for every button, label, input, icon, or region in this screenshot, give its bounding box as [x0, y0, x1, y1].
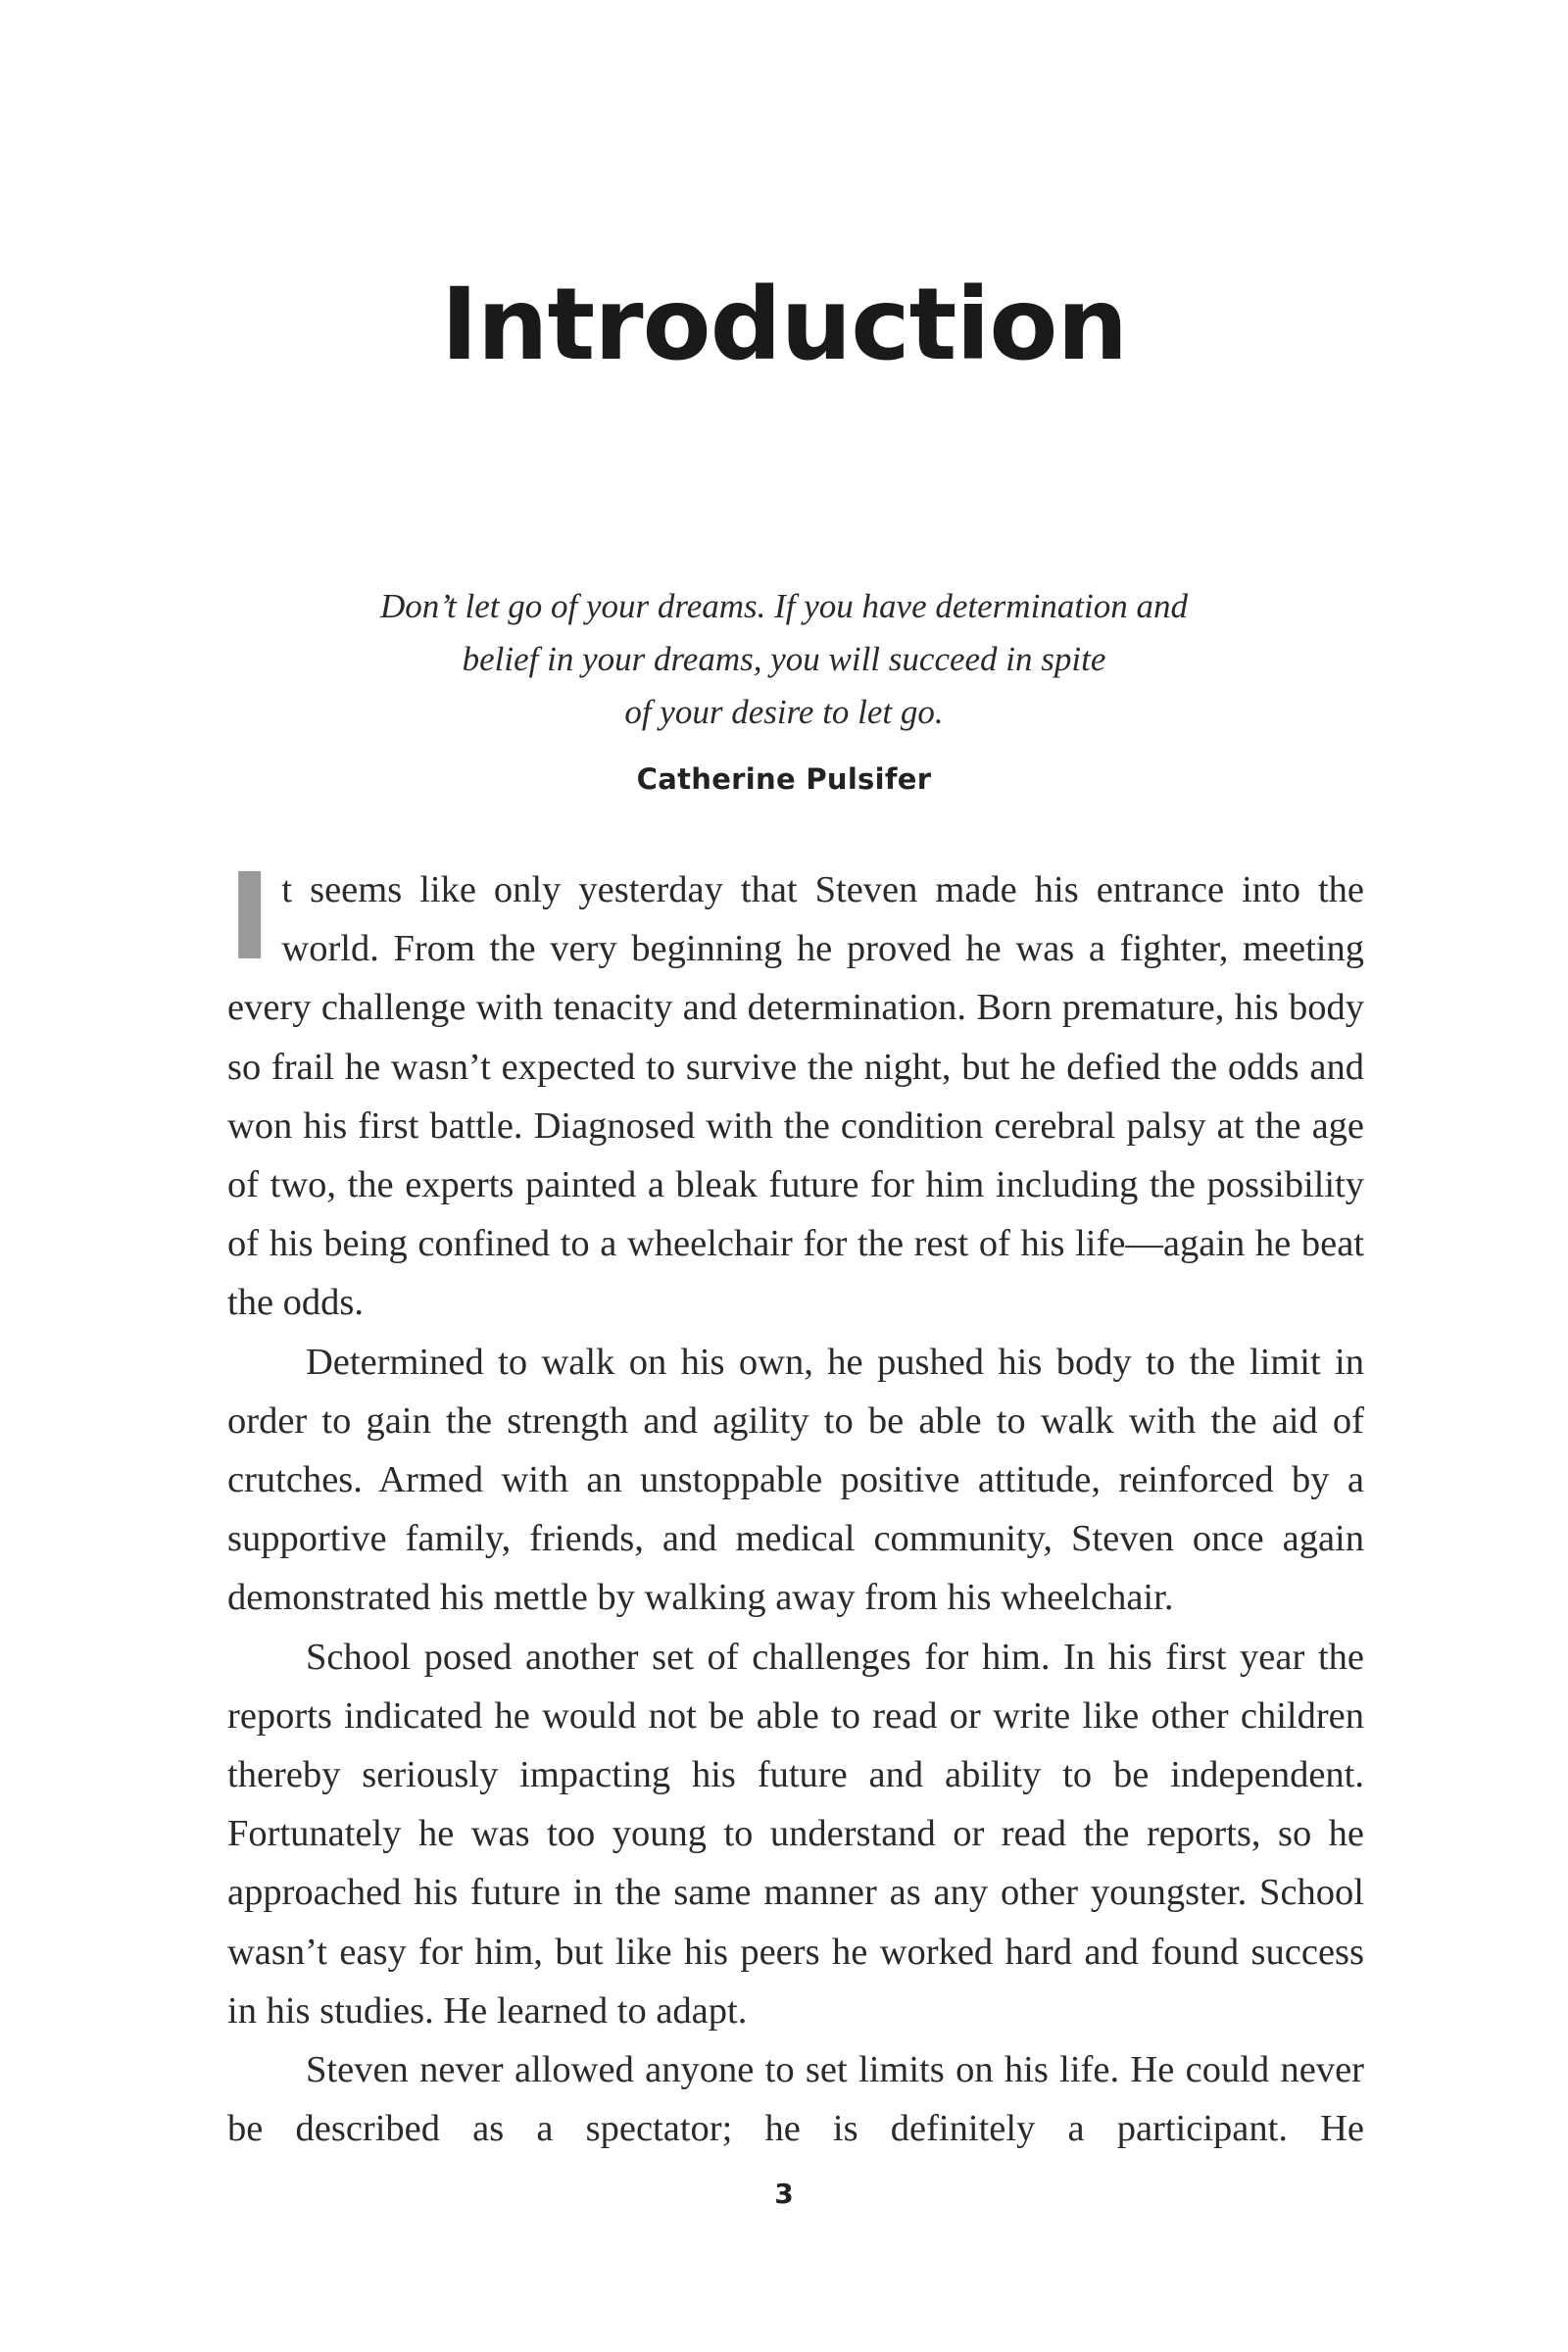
paragraph: Determined to walk on his own, he pushed his body to the limit in order to gain the strength and agility to be able to walk with the aid of crutches. Armed with an unstoppable positive attitude, reinforced by a supportive family, friends, and medical community, Steven once again demonstrated his mettle by walking away from his wheelchair.: [227, 1341, 1364, 1619]
drop-cap: I: [227, 848, 272, 987]
paragraph: School posed another set of challenges for him. In his first year the reports indicated he would not be able to read or write like other children thereby seriously impacting his future and ability to be independent. Fortunately he was too young to understand or read the reports, so he approached his future in the same manner as any other youngster. School wasn’t easy for him, but like his peers he worked hard and found success in his studies. He learned to adapt.: [227, 1636, 1364, 2032]
epigraph: [323, 580, 1245, 796]
paragraph: Steven never allowed anyone to set limits on his life. He could never be described as a spectator; he is definitely a participant. He: [227, 2049, 1364, 2150]
paragraph-text: t seems like only yesterday that Steven made his entrance into the world. From the very beginning he proved he was a fighter, meeting every challenge with tenacity and determination. Born premature, his body so frail he wasn’t expected to survive the night, but he defied the odds and won his first battle. Diagnosed with the condition cerebral palsy at the age of two, the experts painted a bleak future for him including the possibility of his being confined to a wheelchair for the rest of his life—again he beat the odds.: [227, 869, 1364, 1324]
epigraph-line: belief in your dreams, you will succeed in spite: [462, 640, 1106, 678]
epigraph-author: Catherine Pulsifer: [636, 762, 932, 796]
page-number: 3: [774, 2178, 794, 2210]
body-text: [227, 848, 1364, 2158]
paragraph: [227, 848, 1364, 1333]
epigraph-line: Don’t let go of your dreams. If you have determination and: [380, 587, 1188, 625]
epigraph-line: of your desire to let go.: [624, 693, 944, 731]
chapter-title: Introduction: [440, 267, 1128, 383]
